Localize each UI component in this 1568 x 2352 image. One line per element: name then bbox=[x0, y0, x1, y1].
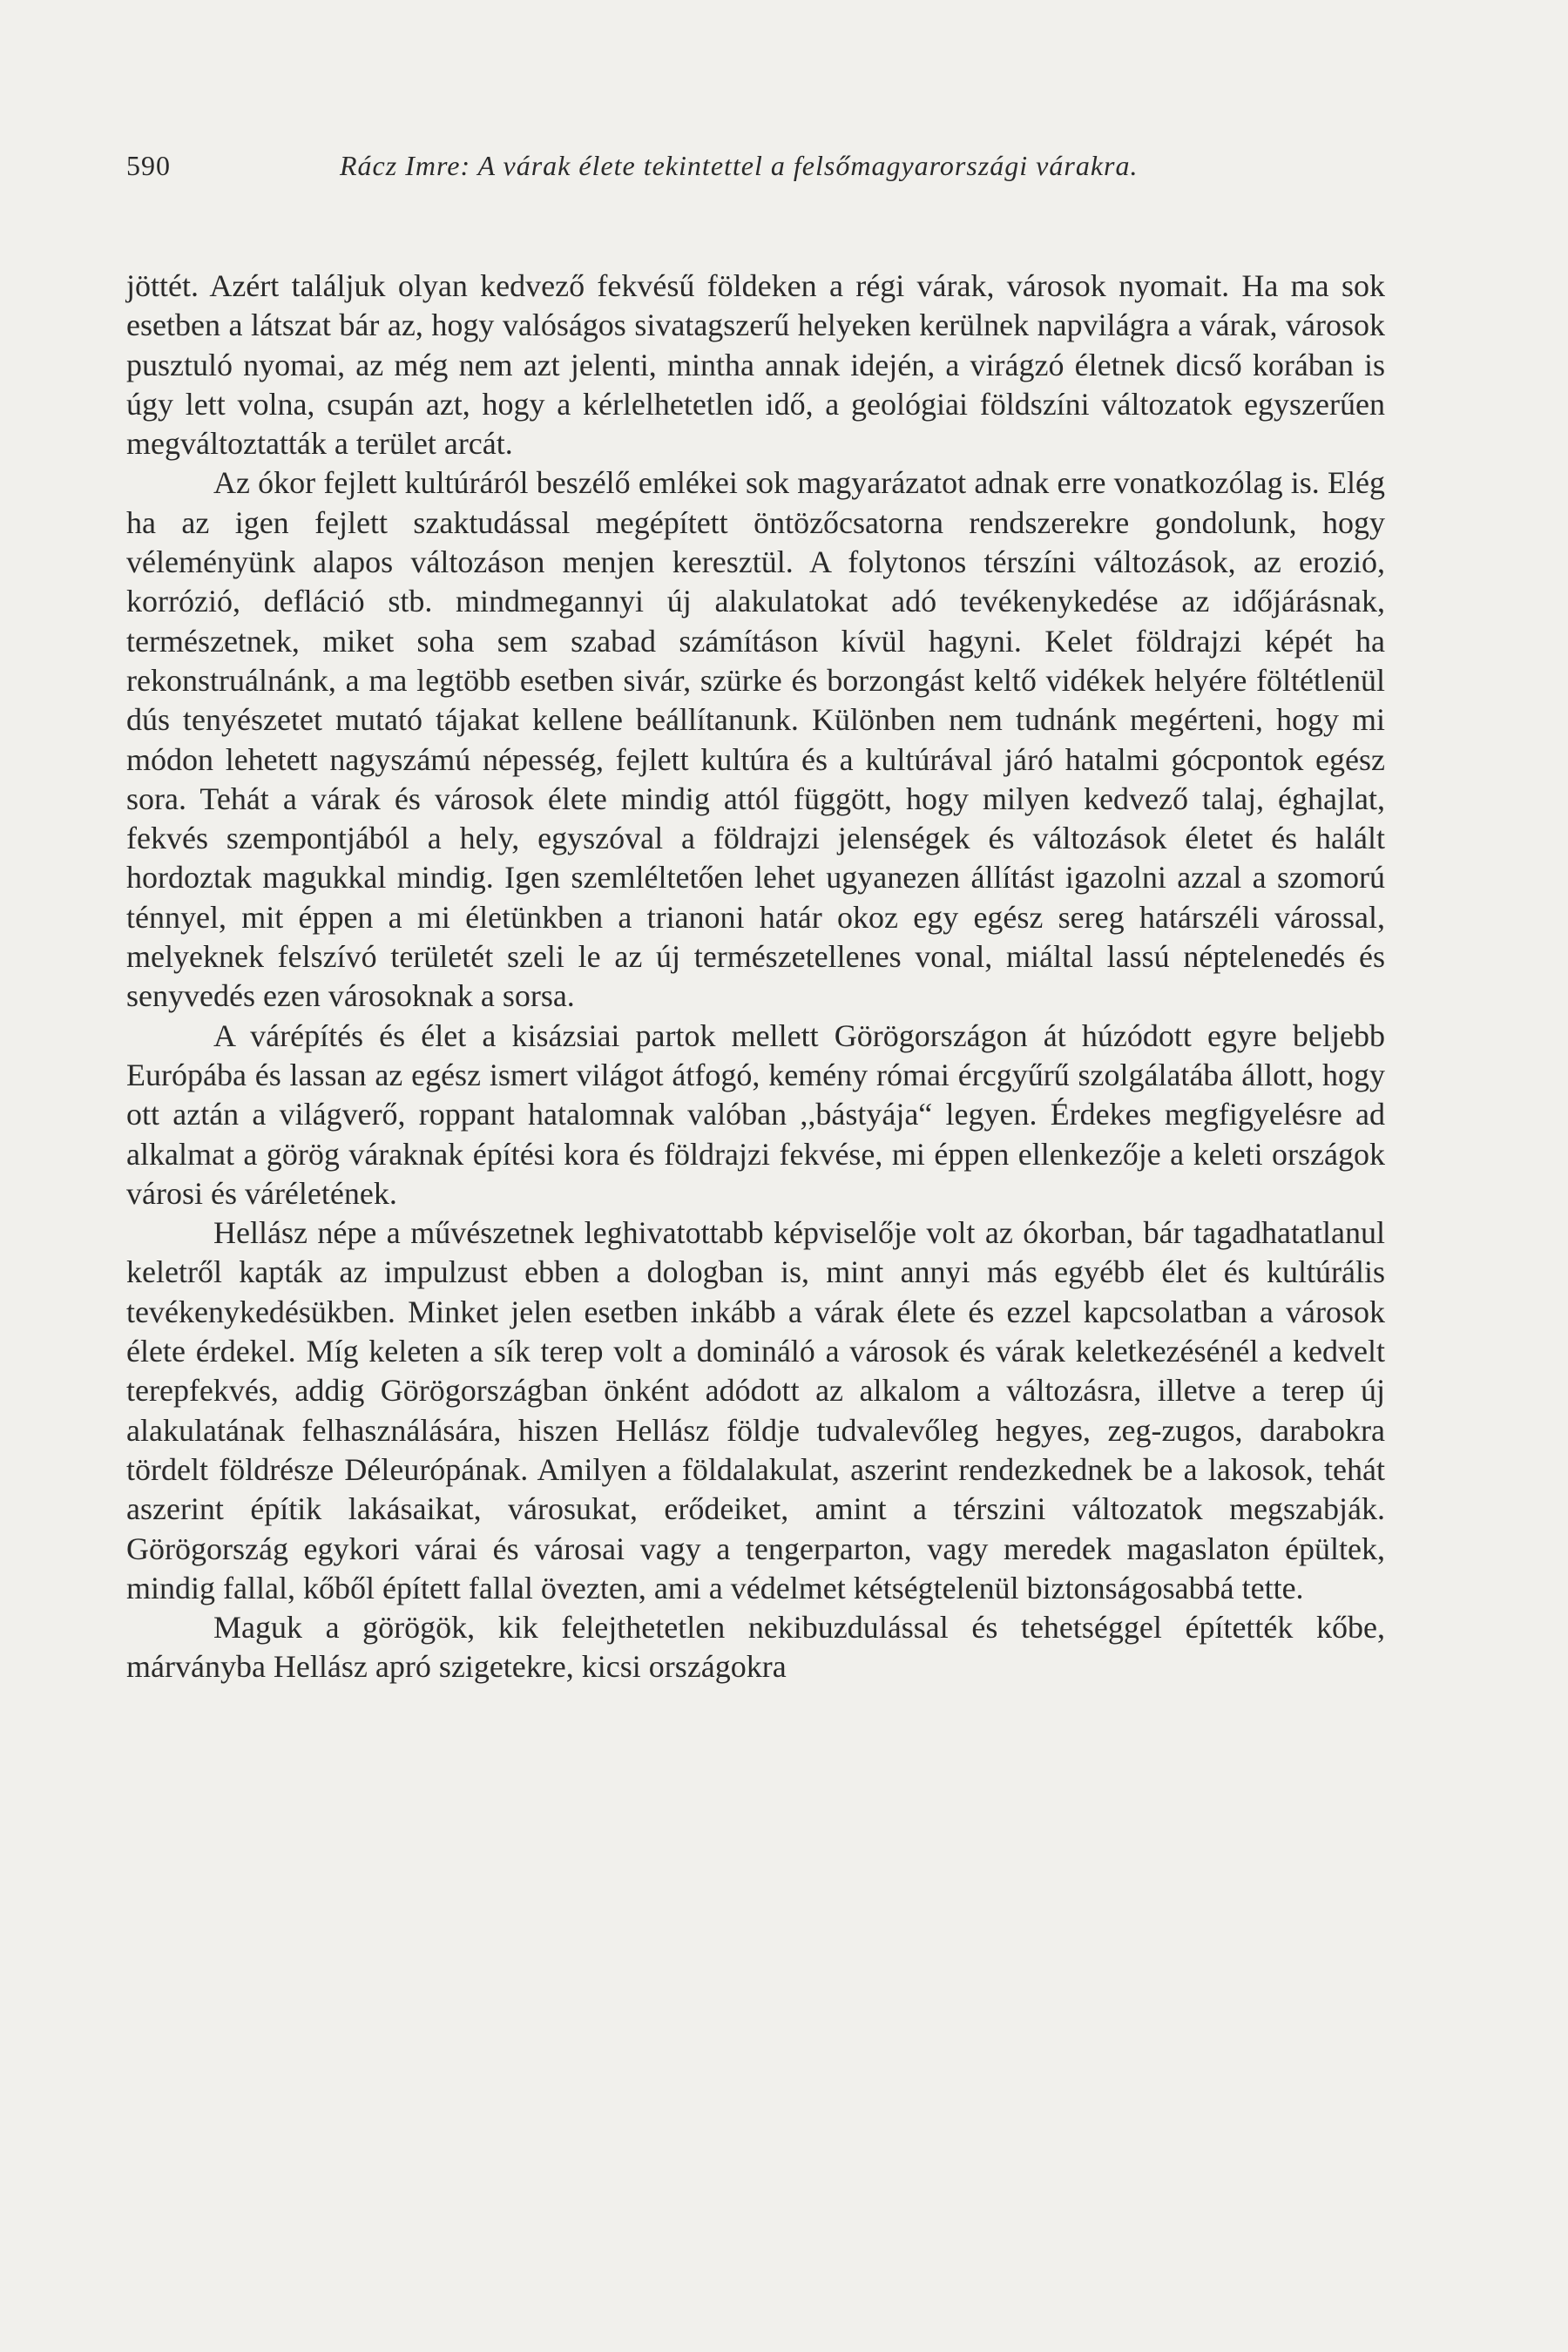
paragraph-3: A várépítés és élet a kisázsiai partok mellett Görögországon át húzódott egyre beljebb Európába és lassan az egész ismert világot átfogó, kemény római ércgyűrű szolgálatába állott, hogy ott aztán a világverő, roppant hatalomnak valóban ,,bástyája“ legyen. Érdekes megfigyelésre ad alkalmat a görög váraknak építési kora és földrajzi fekvése, mi éppen ellenkezője a keleti országok városi és váréletének. bbox=[126, 1017, 1385, 1211]
paragraph-1: jöttét. Azért találjuk olyan kedvező fekvésű földeken a régi várak, városok nyomait. Ha ma sok esetben a látszat bár az, hogy valóságos sivatagszerű helyeken kerülnek napvilágra a várak, városok pusztuló nyomai, az még nem azt jelenti, mintha annak idején, a virágzó életnek dicső korában is úgy lett volna, csupán azt, hogy a kérlelhetetlen idő, a geológiai földszíni változatok egyszerűen megváltoztatták a terület arcát. bbox=[126, 268, 1385, 462]
running-title: Rácz Imre: A várak élete tekintettel a felsőmagyarországi várakra. bbox=[340, 150, 1139, 181]
paragraph-5: Maguk a görögök, kik felejthetetlen nekibuzdulással és tehetséggel építették kőbe, márványba Hellász apró szigetekre, kicsi országokra bbox=[126, 1610, 1385, 1685]
body-text bbox=[126, 267, 1385, 1687]
page-header bbox=[126, 148, 1385, 192]
paragraph-2: Az ókor fejlett kultúráról beszélő emlékei sok magyarázatot adnak erre vonatkozólag is. Elég ha az igen fejlett szaktudással megépített öntözőcsatorna rendszerekre gondolunk, hogy véleményünk alapos változáson menjen keresztül. A folytonos térszíni változások, az erozió, korrózió, defláció stb. mindmegannyi új alakulatokat adó tevékenykedése az időjárásnak, természetnek, miket soha sem szabad számításon kívül hagyni. Kelet földrajzi képét ha rekonstruálnánk, a ma legtöbb esetben sivár, szürke és borzongást keltő vidékek helyére föltétlenül dús tenyészetet mutató tájakat kellene beállítanunk. Különben nem tudnánk megérteni, hogy mi módon lehetett nagyszámú népesség, fejlett kultúra és a kultúrával járó hatalmi gócpontok egész sora. Tehát a várak és városok élete mindig attól függött, hogy milyen kedvező talaj, éghajlat, fekvés szempontjából a hely, egyszóval a földrajzi jelenségek és változások életet és halált hordoztak magukkal mindig. Igen szemléltetően lehet ugyanezen állítást igazolni azzal a szomorú ténnyel, mit éppen a mi életünkben a trianoni határ okoz egy egész sereg határszéli várossal, melyeknek felszívó területét szeli le az új természetellenes vonal, miáltal lassú néptelenedés és senyvedés ezen városoknak a sorsa. bbox=[126, 465, 1385, 1014]
page-number: 590 bbox=[126, 150, 171, 181]
paragraph-4: Hellász népe a művészetnek leghivatottabb képviselője volt az ókorban, bár tagadhatatlanul keletről kapták az impulzust ebben a dologban is, mint annyi más egyébb élet és kultúrális tevékenykedésükben. Minket jelen esetben inkább a várak élete és ezzel kapcsolatban a városok élete érdekel. Míg keleten a sík terep volt a domináló a városok és várak keletkezésénél a kedvelt terepfekvés, addig Görögországban önként adódott az alkalom a változásra, illetve a terep új alakulatának felhasználására, hiszen Hellász földje tudvalevőleg hegyes, zeg-zugos, darabokra tördelt földrésze Déleurópának. Amilyen a földalakulat, aszerint rendezkednek be a lakosok, tehát aszerint építik lakásaikat, városukat, erődeiket, amint a térszini változatok megszabják. Görögország egykori várai és városai vagy a tengerparton, vagy meredek magaslaton épültek, mindig fallal, kőből épített fallal övezten, ami a védelmet kétségtelenül biztonságosabbá tette. bbox=[126, 1215, 1385, 1605]
